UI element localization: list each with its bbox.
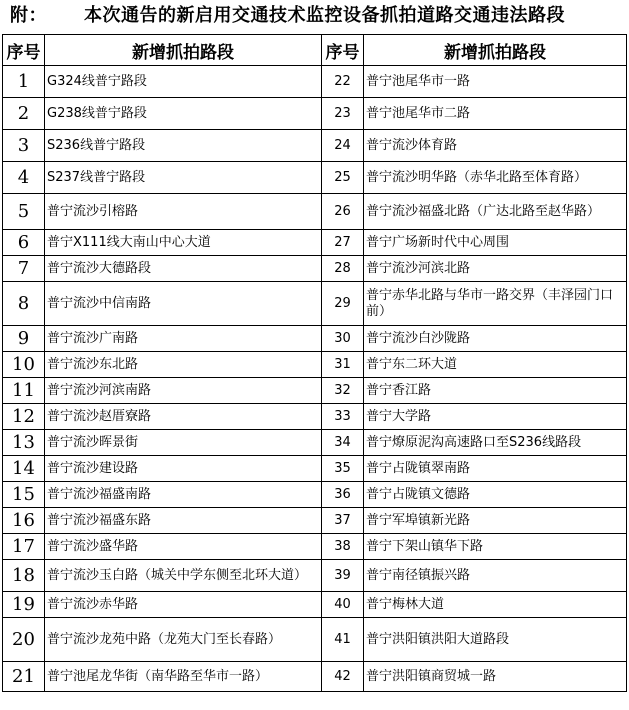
road-section-right: 普宁流沙白沙陇路 <box>364 326 627 352</box>
seq-number-right: 31 <box>322 352 364 378</box>
road-section-left: 普宁流沙引榕路 <box>45 194 322 230</box>
road-section-right: 普宁池尾华市二路 <box>364 98 627 130</box>
road-section-left: 普宁流沙赵厝寮路 <box>45 404 322 430</box>
seq-number-right: 39 <box>322 560 364 592</box>
road-section-left: 普宁流沙河滨南路 <box>45 378 322 404</box>
seq-number-right: 34 <box>322 430 364 456</box>
seq-number-left: 4 <box>3 162 45 194</box>
road-section-right: 普宁洪阳镇洪阳大道路段 <box>364 618 627 662</box>
seq-number-left: 8 <box>3 282 45 326</box>
road-section-left: S237线普宁路段 <box>45 162 322 194</box>
seq-number-left: 1 <box>3 66 45 98</box>
road-section-right: 普宁下架山镇华下路 <box>364 534 627 560</box>
road-section-right: 普宁梅林大道 <box>364 592 627 618</box>
seq-number-left: 5 <box>3 194 45 230</box>
table-row <box>3 508 627 534</box>
seq-number-right: 24 <box>322 130 364 162</box>
seq-number-right: 30 <box>322 326 364 352</box>
table-row <box>3 560 627 592</box>
road-section-right: 普宁南径镇振兴路 <box>364 560 627 592</box>
road-section-right: 普宁赤华北路与华市一路交界（丰泽园门口前） <box>364 282 627 326</box>
road-section-left: 普宁X111线大南山中心大道 <box>45 230 322 256</box>
road-section-right: 普宁东二环大道 <box>364 352 627 378</box>
seq-number-right: 36 <box>322 482 364 508</box>
seq-number-right: 22 <box>322 66 364 98</box>
seq-number-left: 21 <box>3 662 45 692</box>
table-row <box>3 482 627 508</box>
seq-number-right: 27 <box>322 230 364 256</box>
seq-number-left: 2 <box>3 98 45 130</box>
seq-number-right: 37 <box>322 508 364 534</box>
seq-number-left: 3 <box>3 130 45 162</box>
table-row <box>3 130 627 162</box>
header-road-left: 新增抓拍路段 <box>45 35 322 66</box>
road-section-left: S236线普宁路段 <box>45 130 322 162</box>
seq-number-left: 18 <box>3 560 45 592</box>
table-row <box>3 256 627 282</box>
road-section-left: 普宁流沙晖景街 <box>45 430 322 456</box>
seq-number-right: 29 <box>322 282 364 326</box>
road-section-right: 普宁占陇镇翠南路 <box>364 456 627 482</box>
road-section-left: 普宁流沙玉白路（城关中学东侧至北环大道） <box>45 560 322 592</box>
road-section-right: 普宁广场新时代中心周围 <box>364 230 627 256</box>
road-section-left: 普宁流沙建设路 <box>45 456 322 482</box>
road-section-left: 普宁流沙大德路段 <box>45 256 322 282</box>
seq-number-right: 40 <box>322 592 364 618</box>
table-row <box>3 98 627 130</box>
table-row <box>3 230 627 256</box>
road-section-left: 普宁流沙福盛东路 <box>45 508 322 534</box>
table-row <box>3 618 627 662</box>
seq-number-right: 33 <box>322 404 364 430</box>
road-section-left: G324线普宁路段 <box>45 66 322 98</box>
road-section-left: 普宁流沙广南路 <box>45 326 322 352</box>
table-row <box>3 456 627 482</box>
seq-number-right: 41 <box>322 618 364 662</box>
table-row <box>3 326 627 352</box>
table-row <box>3 534 627 560</box>
seq-number-left: 12 <box>3 404 45 430</box>
seq-number-left: 20 <box>3 618 45 662</box>
seq-number-right: 28 <box>322 256 364 282</box>
header-seq-left: 序号 <box>3 35 45 66</box>
road-section-right: 普宁燎原泥沟高速路口至S236线路段 <box>364 430 627 456</box>
road-section-left: 普宁流沙东北路 <box>45 352 322 378</box>
road-section-right: 普宁占陇镇文德路 <box>364 482 627 508</box>
seq-number-left: 15 <box>3 482 45 508</box>
seq-number-right: 42 <box>322 662 364 692</box>
table-row <box>3 662 627 692</box>
seq-number-right: 25 <box>322 162 364 194</box>
road-section-right: 普宁池尾华市一路 <box>364 66 627 98</box>
road-section-right: 普宁军埠镇新光路 <box>364 508 627 534</box>
seq-number-left: 6 <box>3 230 45 256</box>
seq-number-left: 10 <box>3 352 45 378</box>
road-section-right: 普宁大学路 <box>364 404 627 430</box>
road-section-left: 普宁流沙福盛南路 <box>45 482 322 508</box>
header-road-right: 新增抓拍路段 <box>364 35 627 66</box>
document-title <box>0 0 629 32</box>
table-row <box>3 282 627 326</box>
table-row <box>3 404 627 430</box>
seq-number-left: 13 <box>3 430 45 456</box>
title-text: 本次通告的新启用交通技术监控设备抓拍道路交通违法路段 <box>84 5 565 26</box>
road-section-right: 普宁流沙体育路 <box>364 130 627 162</box>
road-section-left: 普宁池尾龙华街（南华路至华市一路） <box>45 662 322 692</box>
table-row <box>3 352 627 378</box>
seq-number-right: 23 <box>322 98 364 130</box>
road-section-left: G238线普宁路段 <box>45 98 322 130</box>
seq-number-right: 32 <box>322 378 364 404</box>
table-row <box>3 194 627 230</box>
seq-number-left: 7 <box>3 256 45 282</box>
table-row <box>3 162 627 194</box>
seq-number-right: 35 <box>322 456 364 482</box>
road-section-table <box>2 34 627 692</box>
table-row <box>3 378 627 404</box>
road-section-left: 普宁流沙中信南路 <box>45 282 322 326</box>
seq-number-left: 11 <box>3 378 45 404</box>
road-section-left: 普宁流沙龙苑中路（龙苑大门至长春路） <box>45 618 322 662</box>
road-section-left: 普宁流沙盛华路 <box>45 534 322 560</box>
header-seq-right: 序号 <box>322 35 364 66</box>
road-section-right: 普宁洪阳镇商贸城一路 <box>364 662 627 692</box>
seq-number-left: 14 <box>3 456 45 482</box>
seq-number-left: 16 <box>3 508 45 534</box>
seq-number-left: 17 <box>3 534 45 560</box>
title-prefix: 附： <box>10 5 47 26</box>
table-row <box>3 66 627 98</box>
seq-number-right: 38 <box>322 534 364 560</box>
seq-number-right: 26 <box>322 194 364 230</box>
road-section-right: 普宁流沙福盛北路（广达北路至赵华路） <box>364 194 627 230</box>
road-section-right: 普宁流沙明华路（赤华北路至体育路） <box>364 162 627 194</box>
road-section-right: 普宁香江路 <box>364 378 627 404</box>
road-section-left: 普宁流沙赤华路 <box>45 592 322 618</box>
table-row <box>3 592 627 618</box>
table-row <box>3 430 627 456</box>
seq-number-left: 9 <box>3 326 45 352</box>
road-section-right: 普宁流沙河滨北路 <box>364 256 627 282</box>
seq-number-left: 19 <box>3 592 45 618</box>
table-header-row <box>3 35 627 66</box>
